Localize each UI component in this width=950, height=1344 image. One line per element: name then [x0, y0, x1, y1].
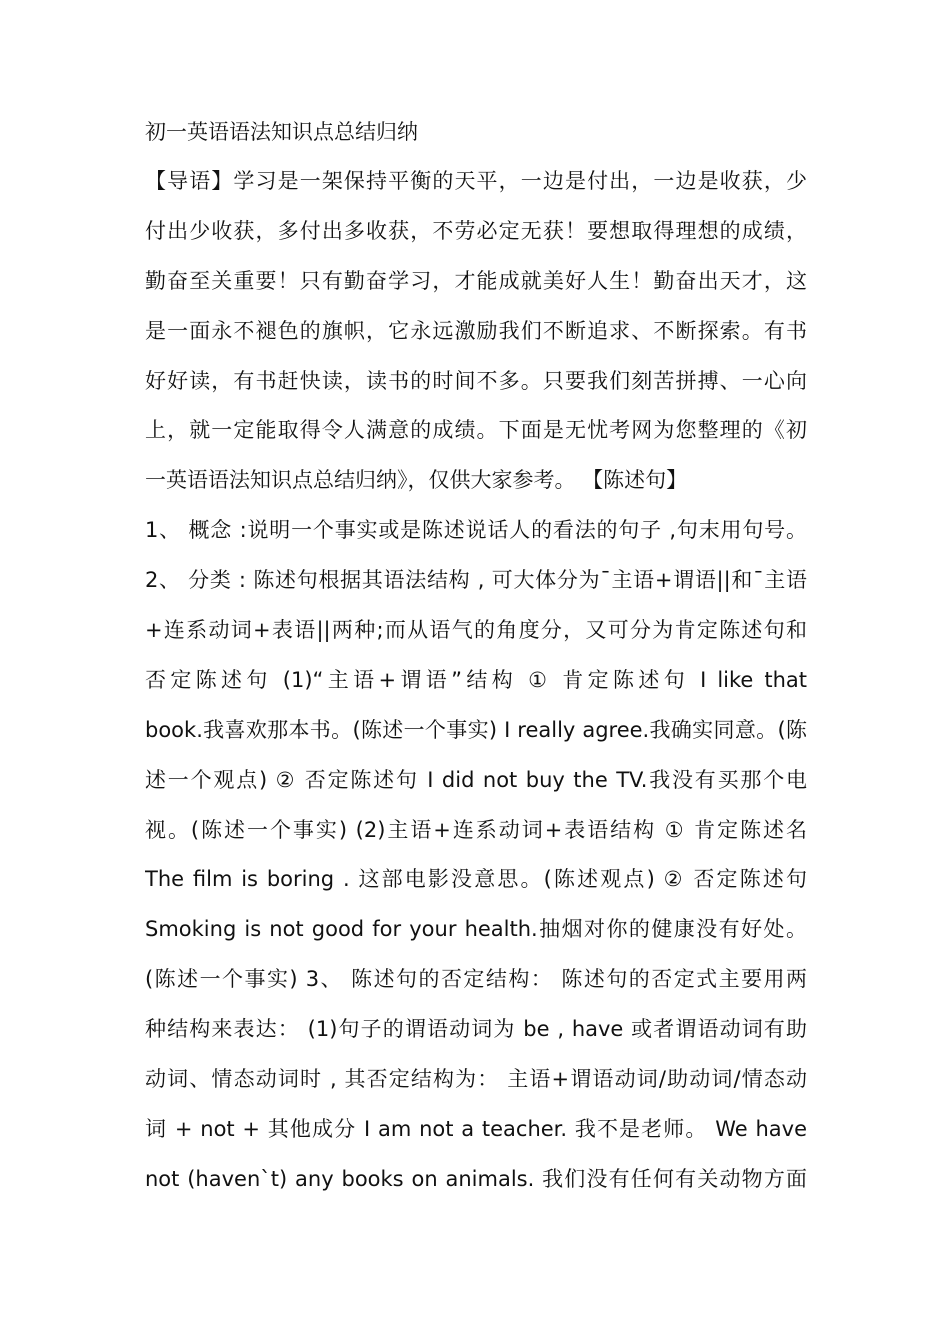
text-line-15: The film is boring . 这部电影没意思。(陈述观点) ② 否定陈述句	[145, 867, 807, 892]
text-line-9: 2、 分类 : 陈述句根据其语法结构 , 可大体分为¯主语+谓语||和¯主语	[145, 568, 807, 593]
text-line-1: 【导语】学习是一架保持平衡的天平，一边是付出，一边是收获，少	[145, 169, 807, 193]
text-line-20: 词 + not + 其他成分 I am not a teacher. 我不是老师。 We have	[145, 1116, 807, 1141]
text-line-18: 种结构来表达： (1)句子的谓语动词为 be , have 或者谓语动词有助	[145, 1017, 807, 1042]
text-line-4: 是一面永不褪色的旗帜，它永远激励我们不断追求、不断探索。有书	[145, 318, 807, 343]
text-line-7: 一英语语法知识点总结归纳》，仅供大家参考。 【陈述句】	[145, 468, 688, 493]
text-line-12: book.我喜欢那本书。(陈述一个事实) I really agree.我确实同意。(陈	[145, 717, 807, 742]
text-line-16: Smoking is not good for your health.抽烟对你的健康没有好处。	[145, 917, 807, 942]
document-title: 初一英语语法知识点总结归纳	[145, 120, 418, 144]
text-line-11: 否定陈述句 (1)“主语+谓语”结构 ① 肯定陈述句 I like that	[145, 667, 807, 692]
text-line-19: 动词、情态动词时 , 其否定结构为： 主语+谓语动词/助动词/情态动	[145, 1067, 807, 1092]
text-line-8: 1、 概念 :说明一个事实或是陈述说话人的看法的句子 ,句末用句号。	[145, 518, 807, 543]
text-line-17: (陈述一个事实) 3、 陈述句的否定结构： 陈述句的否定式主要用两	[145, 967, 807, 992]
text-line-14: 视。(陈述一个事实) (2)主语+连系动词+表语结构 ① 肯定陈述名	[145, 817, 807, 842]
text-line-10: +连系动词+表语||两种;而从语气的角度分，又可分为肯定陈述句和	[145, 618, 807, 643]
text-line-13: 述一个观点) ② 否定陈述句 I did not buy the TV.我没有买那个电	[145, 767, 807, 792]
document-body	[145, 107, 807, 1205]
text-line-3: 勤奋至关重要！只有勤奋学习，才能成就美好人生！勤奋出天才，这	[145, 268, 807, 293]
text-line-5: 好好读，有书赶快读，读书的时间不多。只要我们刻苦拼搏、一心向	[145, 368, 807, 393]
text-line-2: 付出少收获，多付出多收获，不劳必定无获！要想取得理想的成绩，	[145, 218, 807, 243]
text-line-21: not (haven`t) any books on animals. 我们没有任何有关动物方面	[145, 1166, 807, 1191]
text-line-6: 上，就一定能取得令人满意的成绩。下面是无忧考网为您整理的《初	[145, 418, 807, 443]
